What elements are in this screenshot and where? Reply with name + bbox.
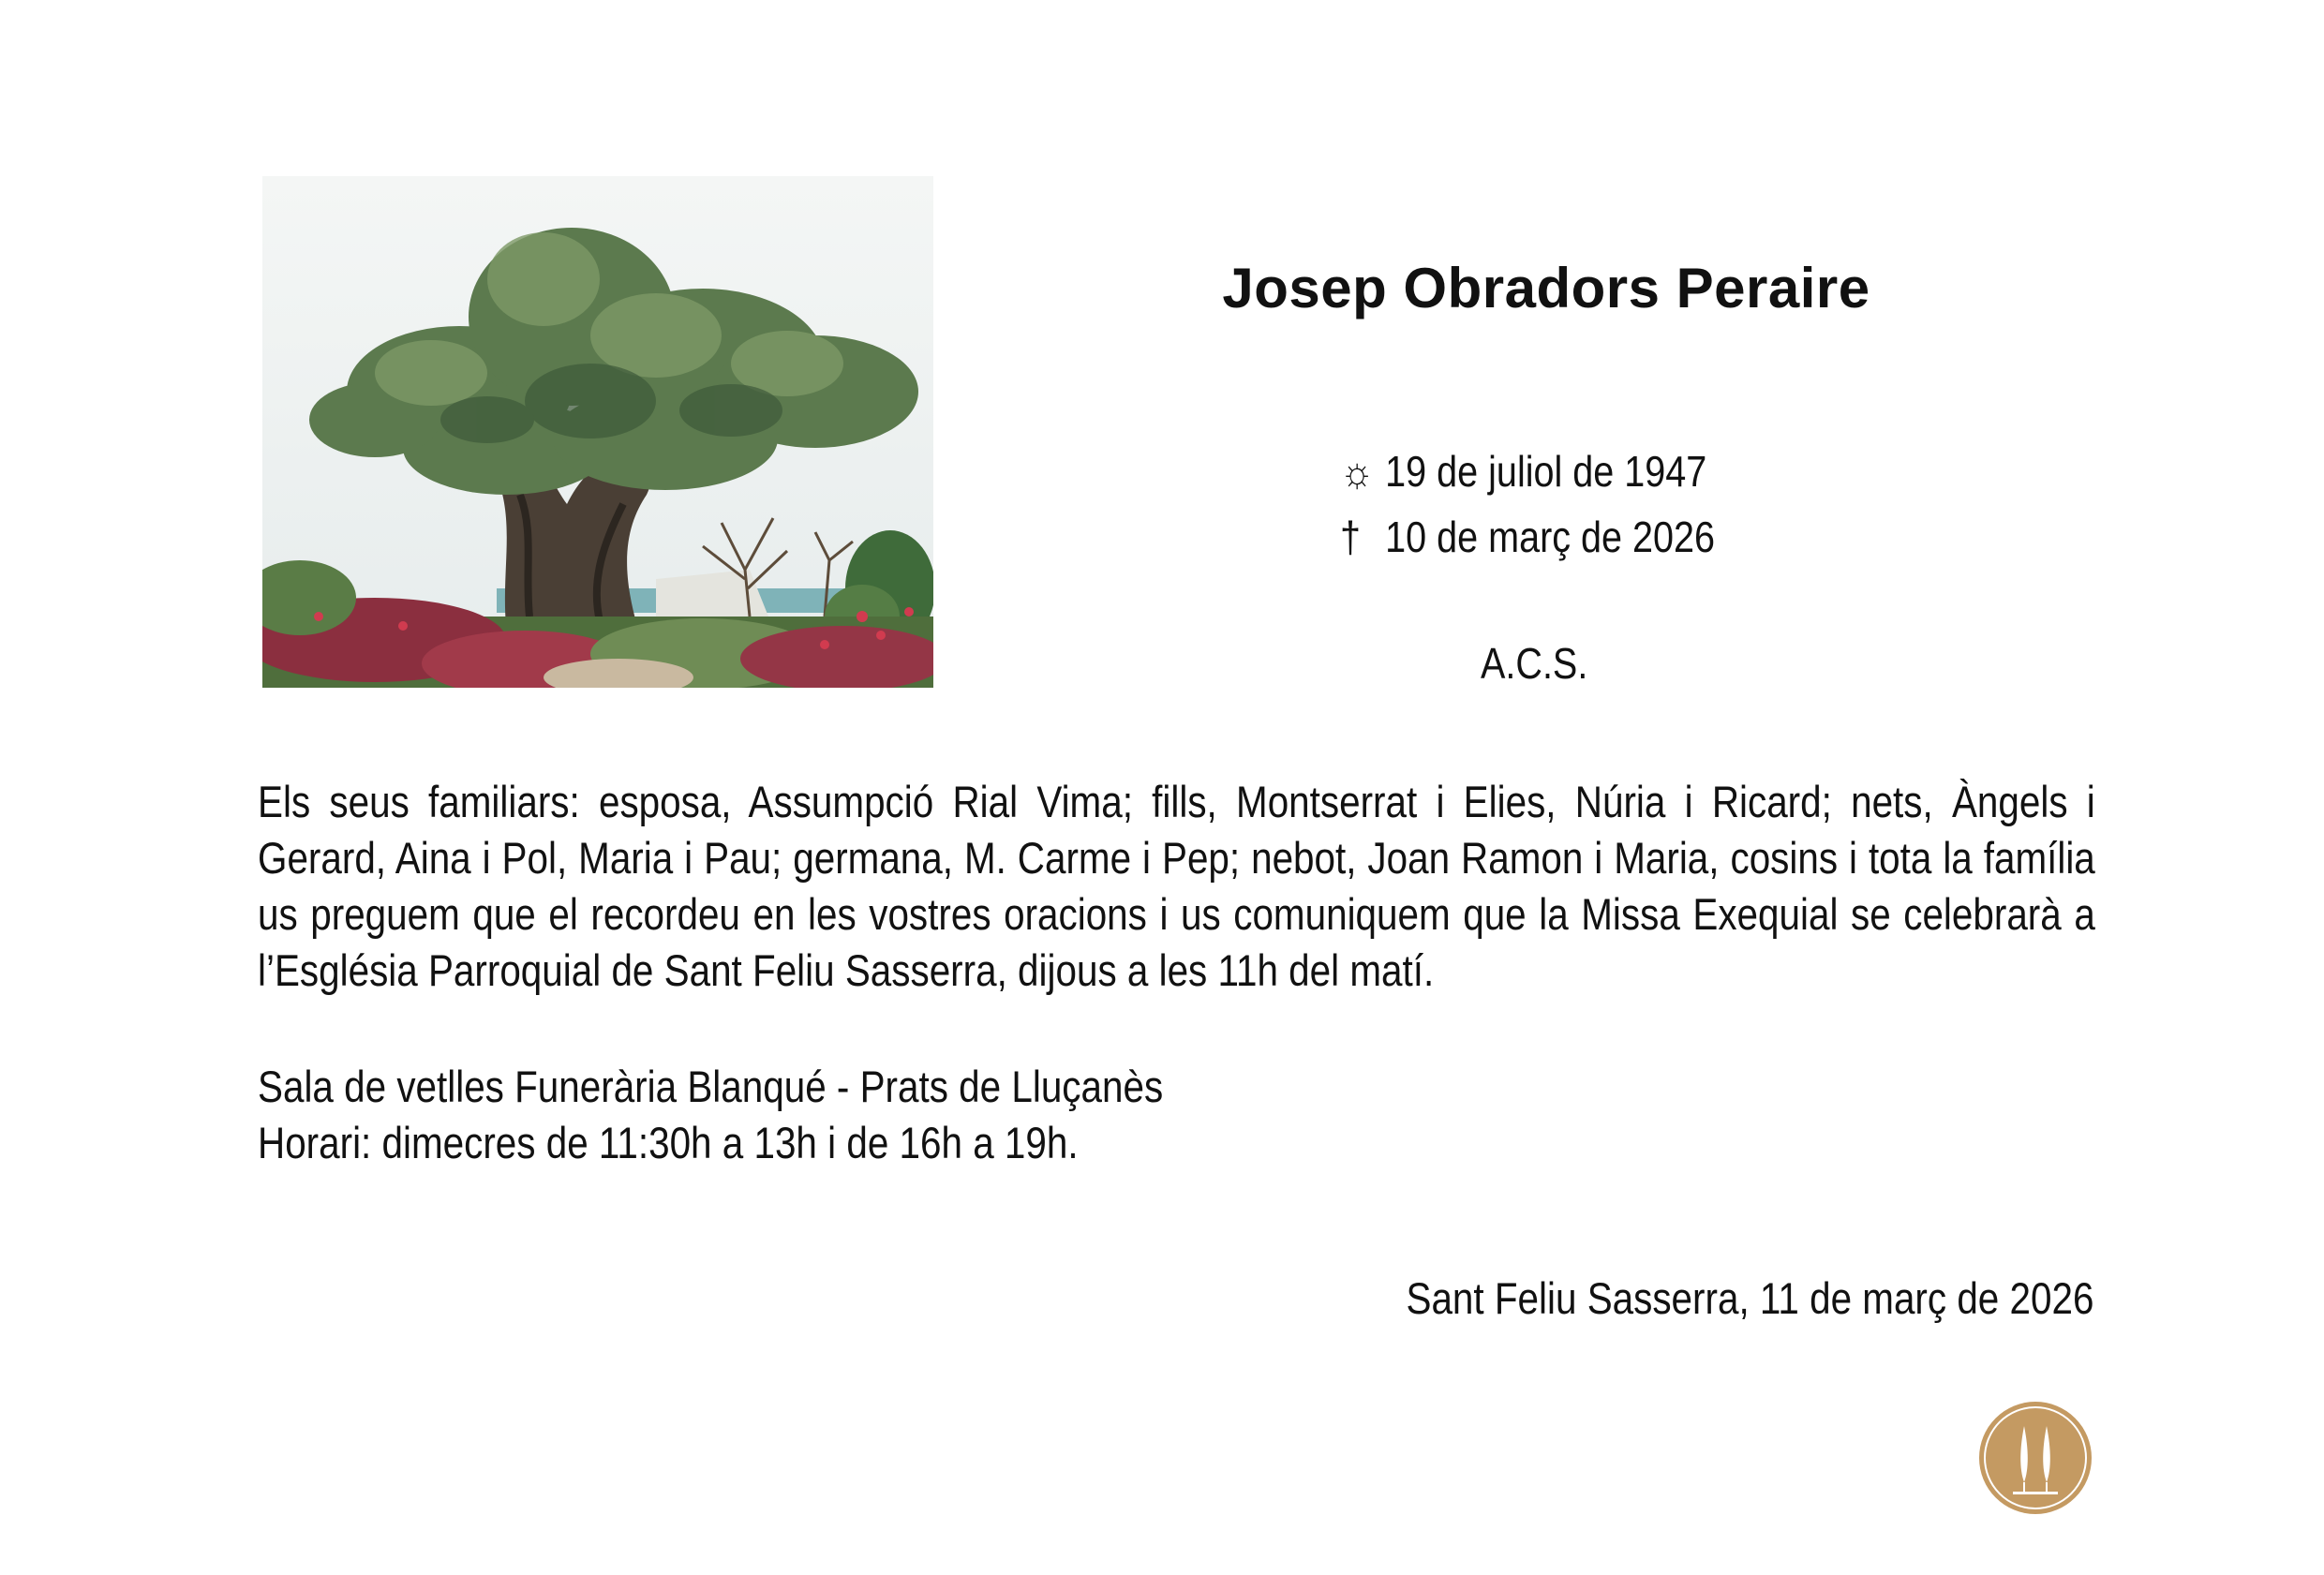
paragraph-line: Gerard, Aina i Pol, Maria i Pau; germana, M. Carme i Pep; nebot, Joan Ramon i Maria, cosins i tota la família [258, 833, 2095, 883]
deceased-name: Josep Obradors Peraire [1222, 257, 1870, 319]
paragraph-line: Els seus familiars: esposa, Assumpció Rial Vima; fills, Montserrat i Elies, Núria i Ricard; nets, Àngels i [258, 777, 2095, 826]
paragraph-line: us preguem que el recordeu en les vostres oracions i us comuniquem que la Missa Exequial se celebrarà a [258, 889, 2095, 939]
funeral-home-logo [1977, 1400, 2093, 1516]
birth-date: 19 de juliol de 1947 [1385, 447, 1707, 496]
cross-icon: † [1340, 513, 1362, 561]
wake-room: Sala de vetlles Funerària Blanqué - Prats de Lluçanès [258, 1062, 1164, 1111]
notice-paragraph [258, 774, 2095, 999]
birth-line [1340, 438, 1775, 504]
olive-tree-photo [262, 176, 933, 688]
sun-icon: ☼ [1340, 447, 1375, 496]
death-date: 10 de març de 2026 [1385, 513, 1716, 561]
wake-info [258, 1059, 1163, 1171]
acs-abbreviation: A.C.S. [1481, 639, 1588, 688]
place-and-date: Sant Feliu Sasserra, 11 de març de 2026 [1406, 1273, 2093, 1323]
paragraph-line: l’Església Parroquial de Sant Feliu Sasserra, dijous a les 11h del matí. [258, 945, 1435, 995]
wake-schedule: Horari: dimecres de 11:30h a 13h i de 16h a 19h. [258, 1118, 1079, 1167]
death-line [1340, 504, 1775, 570]
life-dates [1340, 438, 1775, 570]
